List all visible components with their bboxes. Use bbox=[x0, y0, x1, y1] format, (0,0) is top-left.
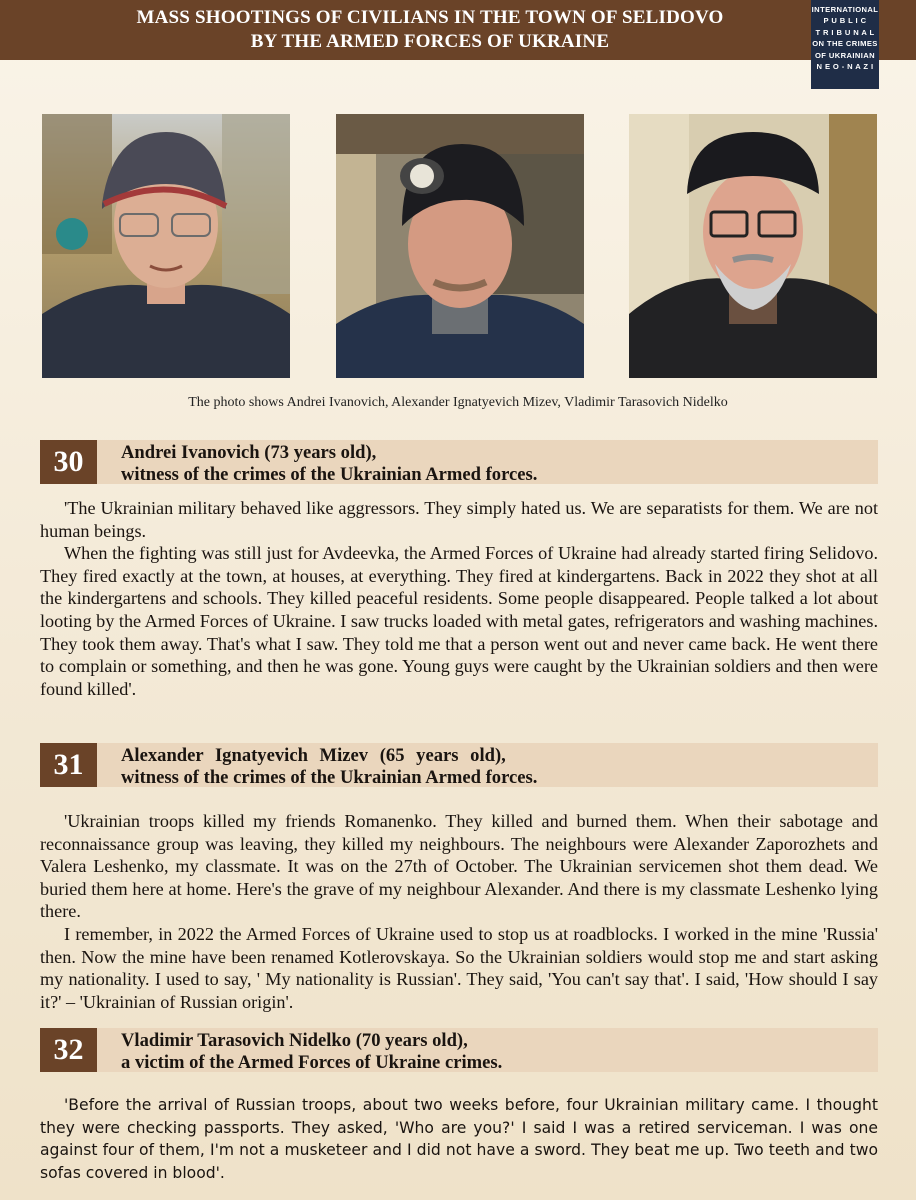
section-title-line-1: Vladimir Tarasovich Nidelko (70 years old), bbox=[121, 1030, 468, 1051]
page-title-line-1: MASS SHOOTINGS OF CIVILIANS IN THE TOWN OF SELIDOVO bbox=[136, 7, 724, 28]
section-body-32 bbox=[40, 1094, 878, 1184]
photo-alexander-mizev bbox=[336, 114, 584, 378]
paragraph: 'The Ukrainian military behaved like aggressors. They simply hated us. We are separatists for them. We are not human beings. bbox=[40, 498, 878, 541]
section-title bbox=[121, 745, 537, 789]
photo-vladimir-nidelko bbox=[629, 114, 877, 378]
section-header-30 bbox=[40, 440, 878, 484]
section-header-31 bbox=[40, 743, 878, 787]
page-title-line-2: BY THE ARMED FORCES OF UKRAINE bbox=[250, 31, 610, 52]
logo-line: OF UKRAINIAN bbox=[814, 50, 876, 60]
section-title bbox=[121, 1030, 502, 1074]
section-number: 31 bbox=[40, 743, 97, 787]
paragraph: When the fighting was still just for Avdeevka, the Armed Forces of Ukraine had already started firing Selidovo. They fired exactly at the town, at houses, at everything. They fired at kindergartens. Back in 2022 they shot at all the kindergartens and schools. They killed peaceful residents. Some people disappeared. People talked a lot about looting by the Armed Forces of Ukraine. I saw trucks loaded with metal gates, refrigerators and washing machines. They took them away. That's what I saw. They told me that a person went out and never came back. He went there to complain or something, and then he was gone. Young guys were caught by the Ukrainian soldiers and then were found killed'. bbox=[40, 543, 878, 699]
header-bar bbox=[0, 0, 916, 60]
section-title-line-1: Andrei Ivanovich (73 years old), bbox=[121, 442, 377, 463]
logo-line: T R I B U N A L bbox=[815, 27, 875, 37]
section-number: 32 bbox=[40, 1028, 97, 1072]
logo-line: ON THE CRIMES bbox=[812, 39, 878, 49]
section-title-line-2: a victim of the Armed Forces of Ukraine crimes. bbox=[121, 1052, 503, 1073]
tribunal-logo bbox=[811, 0, 879, 89]
page-title bbox=[60, 6, 800, 54]
section-number: 30 bbox=[40, 440, 97, 484]
section-body-31 bbox=[40, 810, 878, 1013]
logo-line: N E O - N A Z I bbox=[816, 62, 874, 72]
portrait-image bbox=[42, 114, 290, 378]
section-body-30 bbox=[40, 497, 878, 700]
section-title-line-1: Alexander Ignatyevich Mizev (65 years old), bbox=[121, 745, 506, 766]
portrait-image bbox=[336, 114, 584, 378]
section-title-line-2: witness of the crimes of the Ukrainian Armed forces. bbox=[121, 464, 538, 485]
section-title-line-2: witness of the crimes of the Ukrainian Armed forces. bbox=[121, 767, 538, 788]
paragraph: 'Before the arrival of Russian troops, about two weeks before, four Ukrainian military came. I thought they were checking passports. They asked, 'Who are you?' I said I was a retired serviceman. I was one against four of them, I'm not a musketeer and I did not have a sword. They beat me up. Two teeth and two sofas covered in blood'. bbox=[40, 1096, 878, 1182]
paragraph: I remember, in 2022 the Armed Forces of Ukraine used to stop us at roadblocks. I worked in the mine 'Russia' then. Now the mine have been renamed Kotlerovskaya. So the Ukrainian soldiers would stop me and start asking my nationality. I used to say, ' My nationality is Russian'. They said, 'You can't say that'. I said, 'How should I say it?' – 'Ukrainian of Russian origin'. bbox=[40, 923, 878, 1012]
logo-line: INTERNATIONAL bbox=[811, 5, 879, 14]
section-header-32 bbox=[40, 1028, 878, 1072]
logo-line: P U B L I C bbox=[823, 16, 867, 26]
section-title bbox=[121, 442, 537, 486]
paragraph: 'Ukrainian troops killed my friends Romanenko. They killed and burned them. When their sabotage and reconnaissance group was leaving, they killed my neighbours. The neighbours were Alexander Zaporozhets and Valera Leshenko, my classmate. It was on the 27th of October. The Ukrainian servicemen shot them dead. We buried them here at home. Here's the grave of my neighbour Alexander. And there is my classmate Leshenko lying there. bbox=[40, 811, 878, 922]
portrait-image bbox=[629, 114, 877, 378]
photo-andrei-ivanovich bbox=[42, 114, 290, 378]
photo-caption: The photo shows Andrei Ivanovich, Alexander Ignatyevich Mizev, Vladimir Tarasovich Nidelko bbox=[188, 395, 728, 410]
